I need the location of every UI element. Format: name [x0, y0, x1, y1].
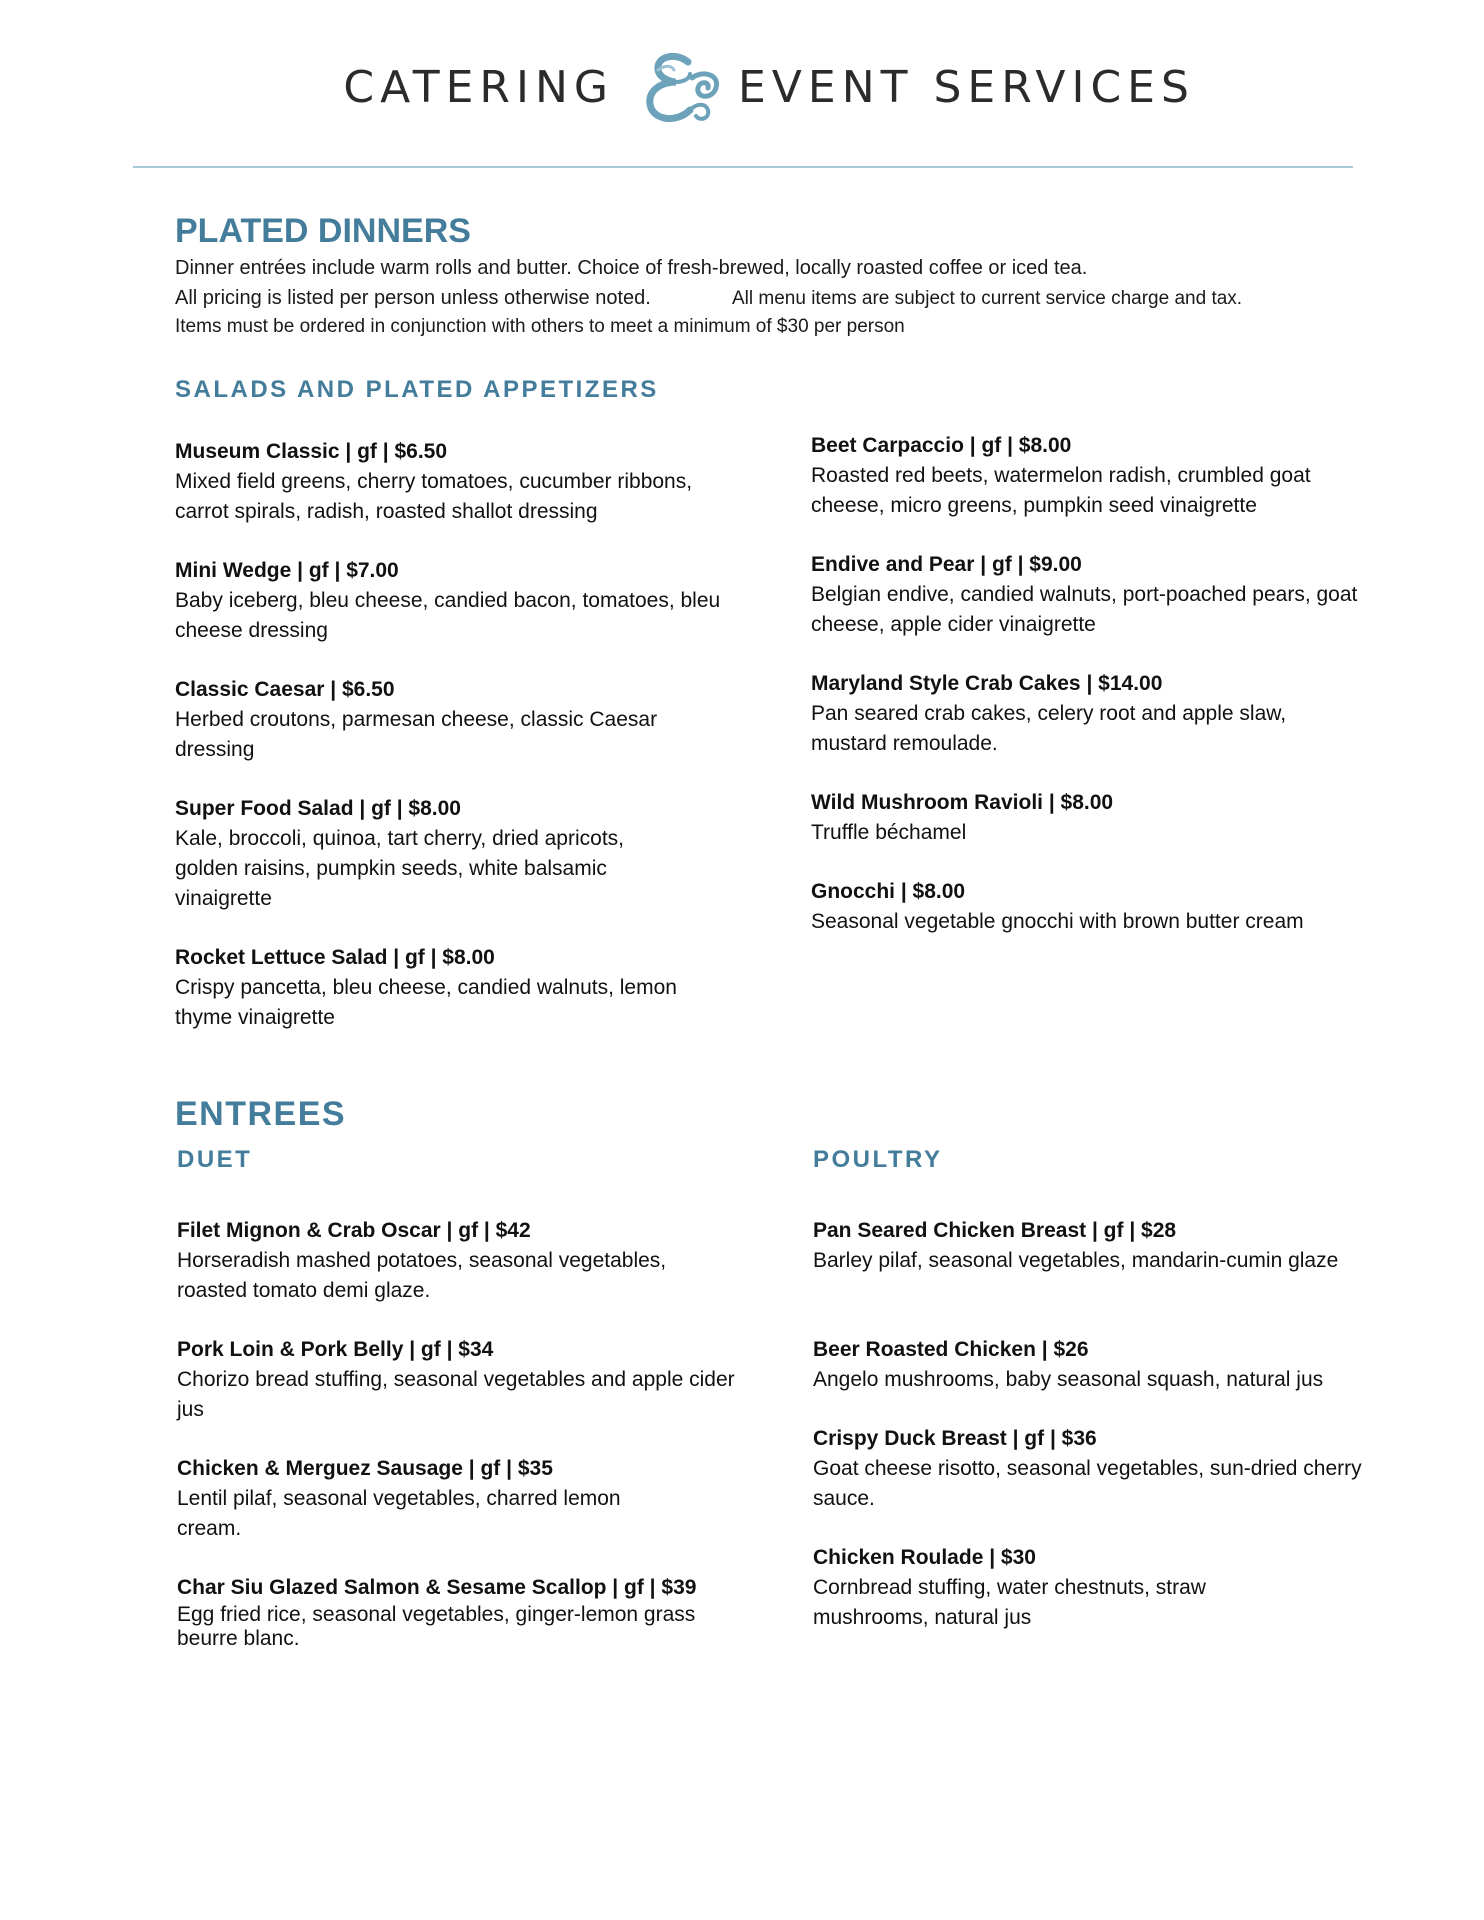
menu-item-desc: Mixed field greens, cherry tomatoes, cucumber ribbons, carrot spirals, radish, roasted shallot dressing [175, 470, 693, 523]
menu-item-desc: Herbed croutons, parmesan cheese, classic Caesar dressing [175, 708, 658, 761]
entrees-title: ENTREES [175, 1095, 347, 1133]
menu-item [175, 675, 735, 765]
intro-line-4: Items must be ordered in conjunction with others to meet a minimum of $30 per person [175, 316, 905, 337]
menu-item-desc: Belgian endive, candied walnuts, port-poached pears, goat cheese, apple cider vinaigrette [811, 583, 1358, 636]
menu-item [811, 669, 1371, 759]
menu-item-name: Super Food Salad | gf | $8.00 [175, 797, 461, 820]
menu-item-desc: Egg fried rice, seasonal vegetables, ginger-lemon grass beurre blanc. [177, 1603, 696, 1650]
menu-item-name: Rocket Lettuce Salad | gf | $8.00 [175, 946, 495, 969]
menu-item-name: Crispy Duck Breast | gf | $36 [813, 1427, 1097, 1450]
menu-item-desc: Horseradish mashed potatoes, seasonal vegetables, roasted tomato demi glaze. [177, 1249, 667, 1302]
duet-title: DUET [177, 1146, 253, 1173]
menu-item [813, 1335, 1393, 1395]
menu-item-desc: Cornbread stuffing, water chestnuts, straw mushrooms, natural jus [813, 1576, 1206, 1629]
menu-item [177, 1454, 737, 1544]
menu-item [177, 1573, 757, 1651]
menu-item [811, 788, 1371, 848]
menu-item-desc: Barley pilaf, seasonal vegetables, mandarin-cumin glaze [813, 1249, 1339, 1272]
menu-item [175, 437, 735, 527]
intro-line-3: All menu items are subject to current service charge and tax. [732, 288, 1243, 309]
menu-item [177, 1335, 737, 1425]
menu-item-name: Chicken & Merguez Sausage | gf | $35 [177, 1457, 553, 1480]
menu-item-desc: Baby iceberg, bleu cheese, candied bacon, tomatoes, bleu cheese dressing [175, 589, 721, 642]
menu-item-name: Beet Carpaccio | gf | $8.00 [811, 434, 1072, 457]
logo [0, 48, 1484, 128]
menu-item [175, 556, 735, 646]
menu-item-desc: Crispy pancetta, bleu cheese, candied walnuts, lemon thyme vinaigrette [175, 976, 677, 1029]
menu-item-desc: Kale, broccoli, quinoa, tart cherry, dried apricots, golden raisins, pumpkin seeds, white balsamic vinaigrette [175, 827, 624, 910]
menu-item [175, 794, 735, 914]
menu-item-name: Pork Loin & Pork Belly | gf | $34 [177, 1338, 494, 1361]
menu-item-name: Endive and Pear | gf | $9.00 [811, 553, 1082, 576]
intro-line-2: All pricing is listed per person unless otherwise noted. [175, 287, 651, 309]
poultry-title: POULTRY [813, 1146, 943, 1173]
ampersand-logo-icon [636, 48, 726, 128]
menu-item [813, 1216, 1373, 1276]
menu-item-name: Mini Wedge | gf | $7.00 [175, 559, 399, 582]
menu-item [811, 877, 1371, 937]
plated-dinners-title: PLATED DINNERS [175, 212, 471, 250]
menu-item-desc: Seasonal vegetable gnocchi with brown butter cream [811, 910, 1304, 933]
menu-item-desc: Lentil pilaf, seasonal vegetables, charred lemon cream. [177, 1487, 621, 1540]
menu-item-name: Pan Seared Chicken Breast | gf | $28 [813, 1219, 1177, 1242]
menu-item-name: Chicken Roulade | $30 [813, 1546, 1036, 1569]
menu-item [177, 1216, 737, 1306]
menu-item-name: Maryland Style Crab Cakes | $14.00 [811, 672, 1163, 695]
menu-item-desc: Roasted red beets, watermelon radish, crumbled goat cheese, micro greens, pumpkin seed vinaigrette [811, 464, 1311, 517]
logo-text-right: EVENT SERVICES [738, 62, 1195, 113]
menu-item-name: Classic Caesar | $6.50 [175, 678, 395, 701]
menu-item [175, 943, 735, 1033]
menu-item-name: Wild Mushroom Ravioli | $8.00 [811, 791, 1114, 814]
intro-line-1: Dinner entrées include warm rolls and butter. Choice of fresh-brewed, locally roasted coffee or iced tea. [175, 257, 1088, 279]
menu-item-name: Char Siu Glazed Salmon & Sesame Scallop | gf | $39 [177, 1576, 697, 1599]
menu-item-name: Gnocchi | $8.00 [811, 880, 966, 903]
logo-text-left: CATERING [343, 62, 614, 113]
menu-item-desc: Truffle béchamel [811, 821, 967, 844]
menu-item [811, 431, 1371, 521]
menu-item-desc: Goat cheese risotto, seasonal vegetables, sun-dried cherry sauce. [813, 1457, 1362, 1510]
menu-item [813, 1424, 1373, 1514]
menu-item-desc: Angelo mushrooms, baby seasonal squash, natural jus [813, 1368, 1324, 1391]
menu-item-name: Beer Roasted Chicken | $26 [813, 1338, 1089, 1361]
menu-item-name: Filet Mignon & Crab Oscar | gf | $42 [177, 1219, 531, 1242]
menu-item-desc: Pan seared crab cakes, celery root and apple slaw, mustard remoulade. [811, 702, 1287, 755]
menu-item [811, 550, 1371, 640]
header-divider [133, 166, 1353, 168]
menu-item-desc: Chorizo bread stuffing, seasonal vegetables and apple cider jus [177, 1368, 735, 1421]
menu-item-name: Museum Classic | gf | $6.50 [175, 440, 448, 463]
menu-item [813, 1543, 1373, 1633]
salads-title: SALADS AND PLATED APPETIZERS [175, 376, 659, 403]
